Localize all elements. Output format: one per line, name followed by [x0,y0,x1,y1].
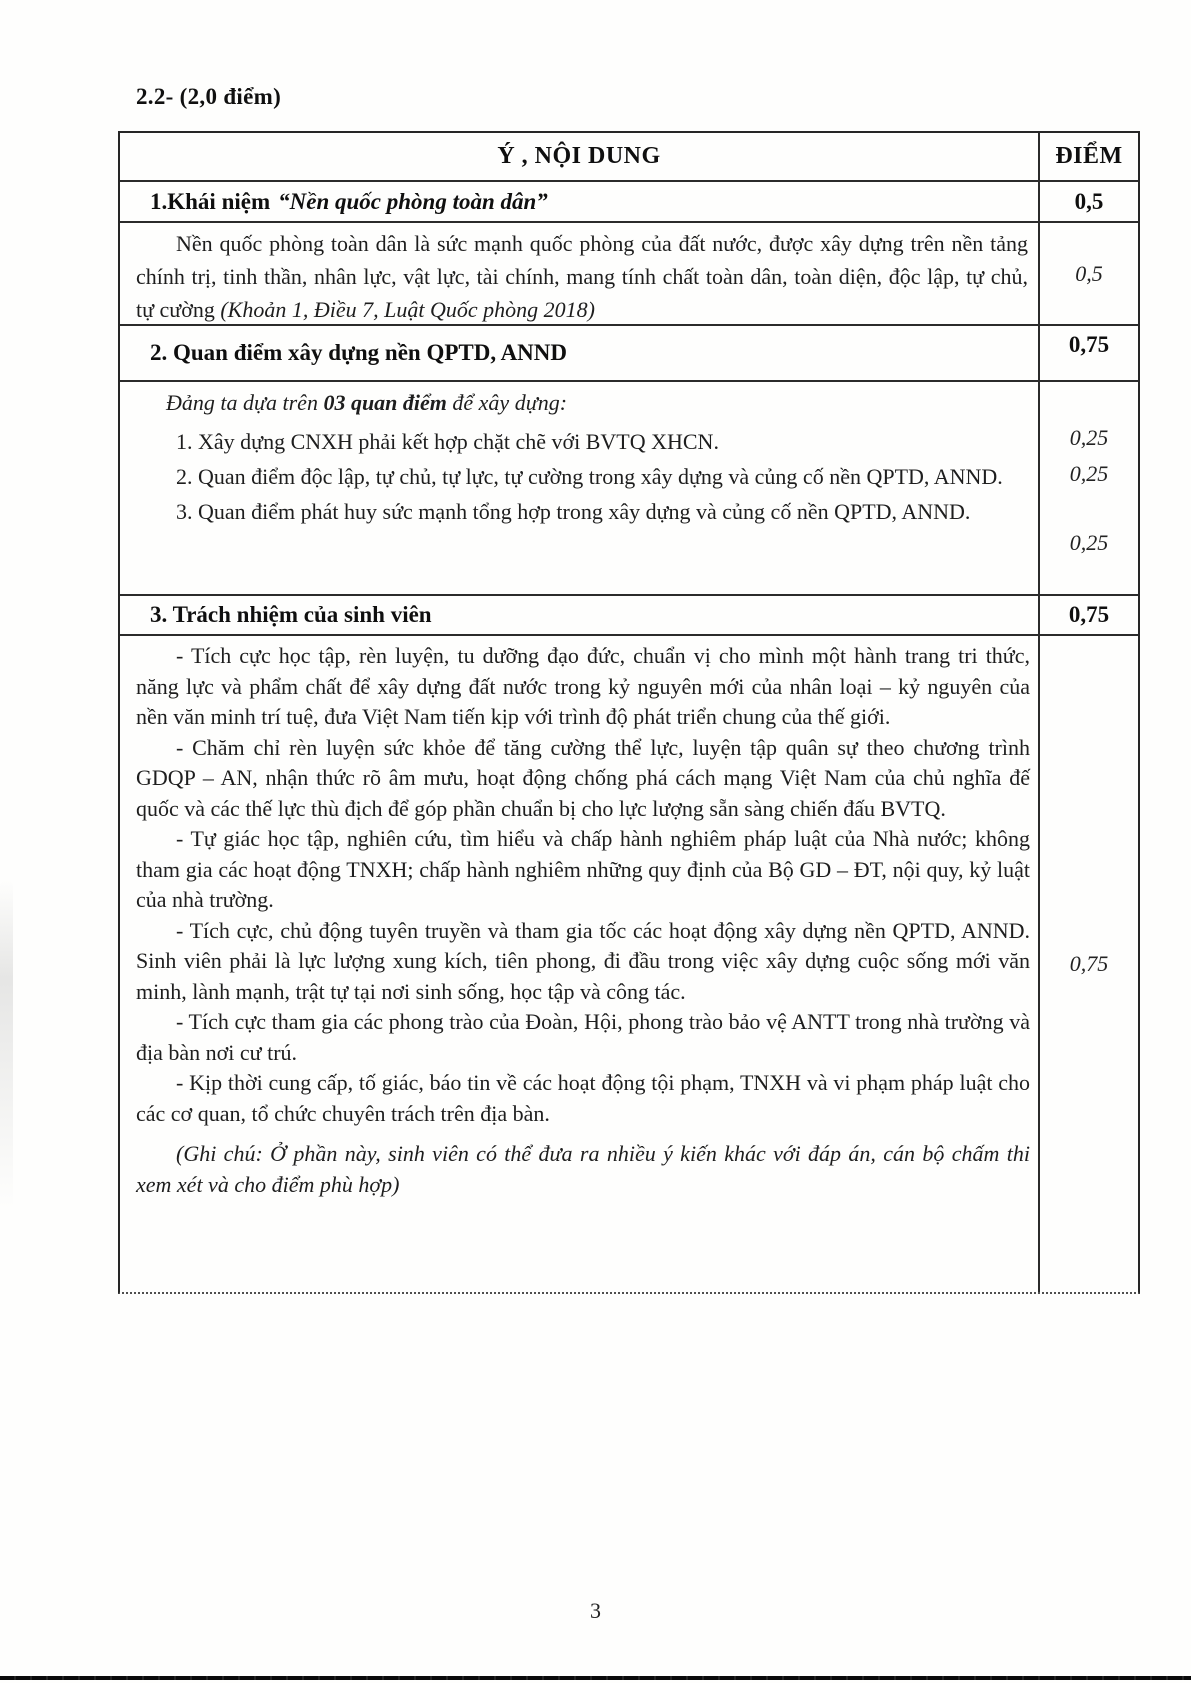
responsibility-body-cell [120,636,1038,1292]
scan-smudge-artifact [0,880,13,1210]
responsibility-bullet-5: - Tích cực tham gia các phong trào của Đoàn, Hội, phong trào bảo vệ ANTT trong nhà trường và địa bàn nơi cư trú. [136,1009,1030,1065]
table-row [120,594,1138,634]
column-header-content: Ý , NỘI DUNG [497,143,661,169]
viewpoint-item-1: 1. Xây dựng CNXH phải kết hợp chặt chẽ với BVTQ XHCN. [176,429,719,454]
answer-key-table [118,131,1140,1294]
viewpoint-item-2-score: 0,25 [1069,461,1109,486]
responsibility-bullet-6: - Kịp thời cung cấp, tố giác, báo tin về các hoạt động tội phạm, TNXH và vi phạm pháp luật cho các cơ quan, tổ chức chuyên trách trên địa bàn. [136,1070,1030,1126]
viewpoints-score-cell [1038,382,1138,594]
responsibility-bullet-2: - Chăm chỉ rèn luyện sức khỏe để tăng cường thể lực, luyện tập quân sự theo chương trình GDQP – AN, nhận thức rõ âm mưu, hoạt động chống phá cách mạng Việt Nam của chủ nghĩa đế quốc và các thế lực thù địch để góp phần chuẩn bị cho lực lượng sẵn sàng chiến đấu BVTQ. [136,734,1030,821]
table-row [120,180,1138,221]
responsibility-bullet-4: - Tích cực, chủ động tuyên truyền và tham gia tốc các hoạt động xây dựng nền QPTD, ANND. Sinh viên phải là lực lượng xung kích, tiên phong, đi đầu trong việc xây dựng cuộc sống mới văn minh, lành mạnh, trật tự tại nơi sinh sống, học tập và công tác. [136,917,1030,1004]
concept-heading-quote: “Nền quốc phòng toàn dân” [278,188,548,214]
viewpoints-heading-score: 0,75 [1038,326,1138,380]
table-row [120,634,1138,1292]
concept-heading-prefix: 1.Khái niệm [150,188,271,214]
section-title: 2.2- (2,0 điểm) [136,84,282,109]
viewpoints-intro-prefix: Đảng ta dựa trên [166,390,324,415]
viewpoints-body-cell [120,382,1038,594]
viewpoint-item-1-score: 0,25 [1069,425,1109,450]
responsibility-heading-score: 0,75 [1038,596,1138,634]
concept-heading-score: 0,5 [1038,182,1138,221]
concept-definition-text: Nền quốc phòng toàn dân là sức mạnh quốc phòng của đất nước, được xây dựng trên nền tảng chính trị, tinh thần, nhân lực, vật lực, tài chính, mang tính chất toàn dân, toàn diện, độc lập, tự chủ, tự cường [136,231,1028,322]
page-number: 3 [590,1598,601,1623]
table-row [120,380,1138,594]
grading-note: (Ghi chú: Ở phần này, sinh viên có thể đưa ra nhiều ý kiến khác với đáp án, cán bộ chấm thi xem xét và cho điểm phù hợp) [136,1141,1030,1197]
legal-citation: (Khoản 1, Điều 7, Luật Quốc phòng 2018) [220,297,595,322]
viewpoints-heading: 2. Quan điểm xây dựng nền QPTD, ANND [150,340,568,365]
table-row [120,221,1138,324]
responsibility-bullet-1: - Tích cực học tập, rèn luyện, tu dưỡng đạo đức, chuẩn vị cho mình một hành trang tri thức, năng lực và phẩm chất để xây dựng đất nước trong kỷ nguyên mới của nhân loại – kỷ nguyên của nền văn minh trí tuệ, đưa Việt Nam tiến kịp với trình độ phát triển chung của thế giới. [136,643,1030,729]
responsibility-body-score: 0,75 [1038,636,1138,1292]
scan-edge-artifact [0,1676,1191,1680]
viewpoint-item-3-score: 0,25 [1069,530,1109,555]
table-row [120,324,1138,380]
responsibility-heading: 3. Trách nhiệm của sinh viên [150,602,432,627]
column-header-score: ĐIỂM [1038,133,1138,180]
concept-body-cell [120,223,1038,324]
viewpoints-intro-suffix: để xây dựng: [446,390,568,415]
viewpoints-intro [136,386,1028,419]
concept-body-score: 0,5 [1038,223,1138,324]
responsibility-bullet-3: - Tự giác học tập, nghiên cứu, tìm hiểu và chấp hành nghiêm pháp luật của Nhà nước; không tham gia các hoạt động TNXH; chấp hành nghiêm những quy định của Bộ GD – ĐT, nội quy, kỷ luật của nhà trường. [136,826,1030,912]
viewpoint-item-3: 3. Quan điểm phát huy sức mạnh tổng hợp trong xây dựng và củng cố nền QPTD, ANND. [176,499,971,524]
concept-heading [120,182,1038,221]
concept-definition-paragraph [120,223,1038,324]
viewpoint-item-2: 2. Quan điểm độc lập, tự chủ, tự lực, tự cường trong xây dựng và củng cố nền QPTD, ANND. [176,464,1003,489]
table-header-row [120,133,1138,180]
viewpoints-intro-emphasis: 03 quan điểm [323,390,447,415]
